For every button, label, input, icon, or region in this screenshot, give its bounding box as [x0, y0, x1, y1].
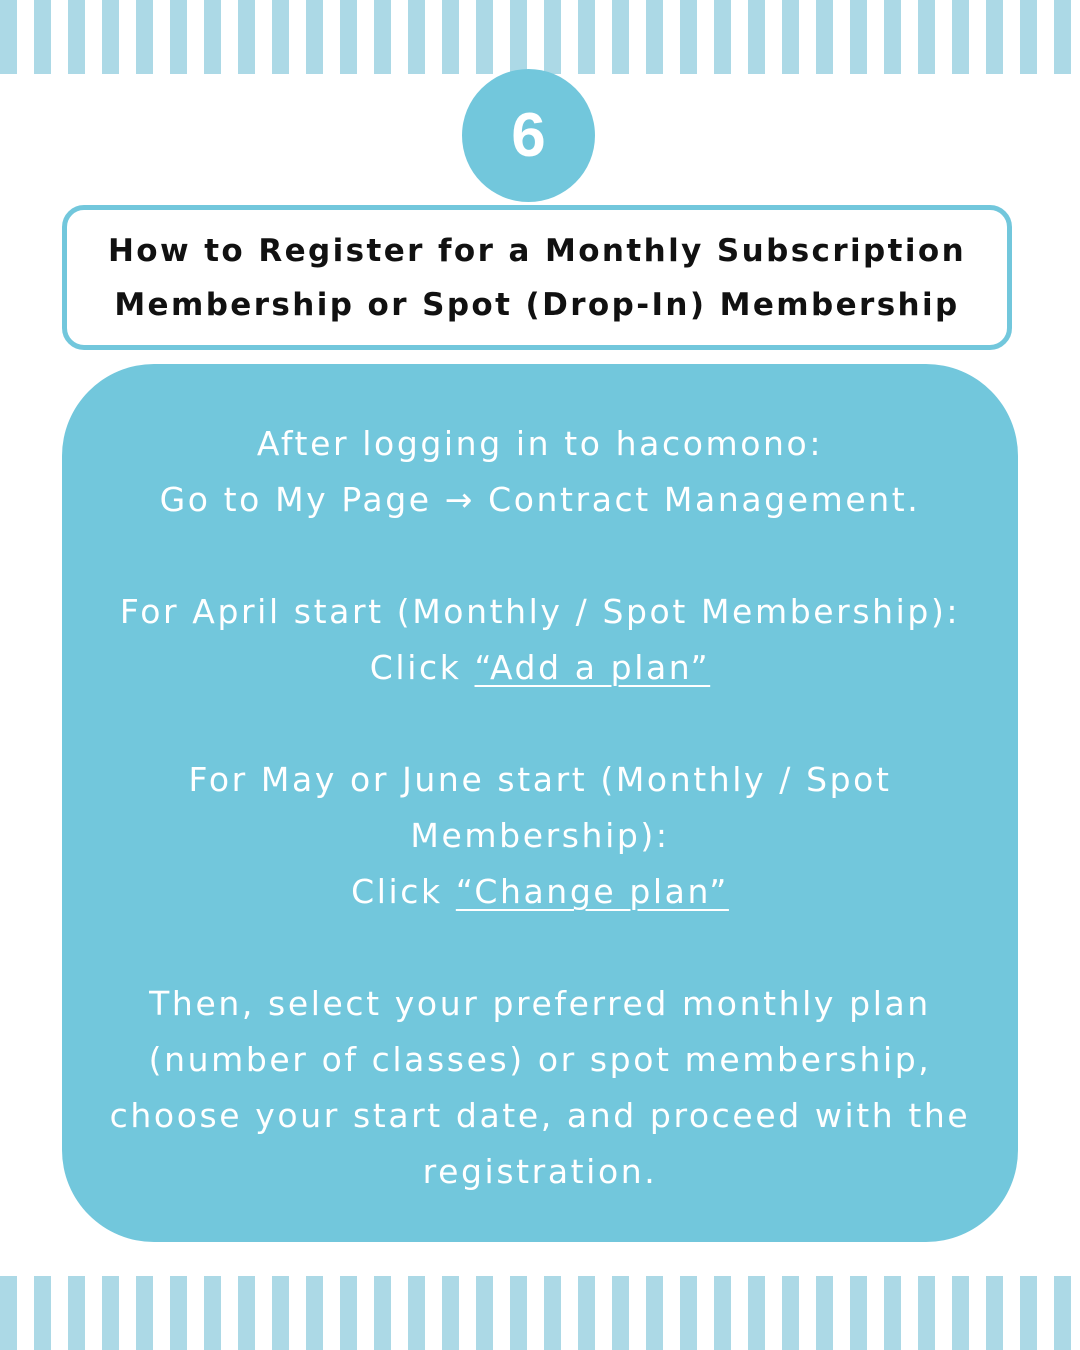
intro-line-2: Go to My Page → Contract Management.: [159, 480, 921, 519]
change-plan-link[interactable]: “Change plan”: [455, 872, 729, 911]
may-june-heading-line-2: Membership):: [410, 816, 670, 855]
may-june-click-label: Click: [351, 872, 456, 911]
april-heading: For April start (Monthly / Spot Membership):: [119, 592, 961, 631]
step-number: 6: [511, 101, 546, 170]
final-line-4: registration.: [422, 1152, 658, 1191]
add-a-plan-link[interactable]: “Add a plan”: [474, 648, 711, 687]
step-number-badge: [462, 69, 595, 202]
may-june-instruction: [62, 864, 1018, 920]
spacer: [62, 528, 1018, 584]
instructions-card: [62, 364, 1018, 1242]
final-line-3: choose your start date, and proceed with the: [109, 1096, 971, 1135]
april-click-label: Click: [369, 648, 475, 687]
final-line-2: (number of classes) or spot membership,: [148, 1040, 932, 1079]
may-june-heading-line-1: For May or June start (Monthly / Spot: [188, 760, 892, 799]
title-line-1: How to Register for a Monthly Subscription: [107, 232, 967, 269]
final-line-1: Then, select your preferred monthly plan: [149, 984, 931, 1023]
april-instruction: [62, 640, 1018, 696]
top-stripe-border: [0, 0, 1080, 74]
title-line-2: Membership or Spot (Drop-In) Membership: [114, 286, 960, 323]
bottom-stripe-border: [0, 1276, 1080, 1350]
title-box: [62, 205, 1012, 350]
spacer: [62, 696, 1018, 752]
intro-line-1: After logging in to hacomono:: [256, 424, 824, 463]
instructions-text: [62, 416, 1018, 1200]
spacer: [62, 920, 1018, 976]
page-title: [108, 224, 966, 332]
